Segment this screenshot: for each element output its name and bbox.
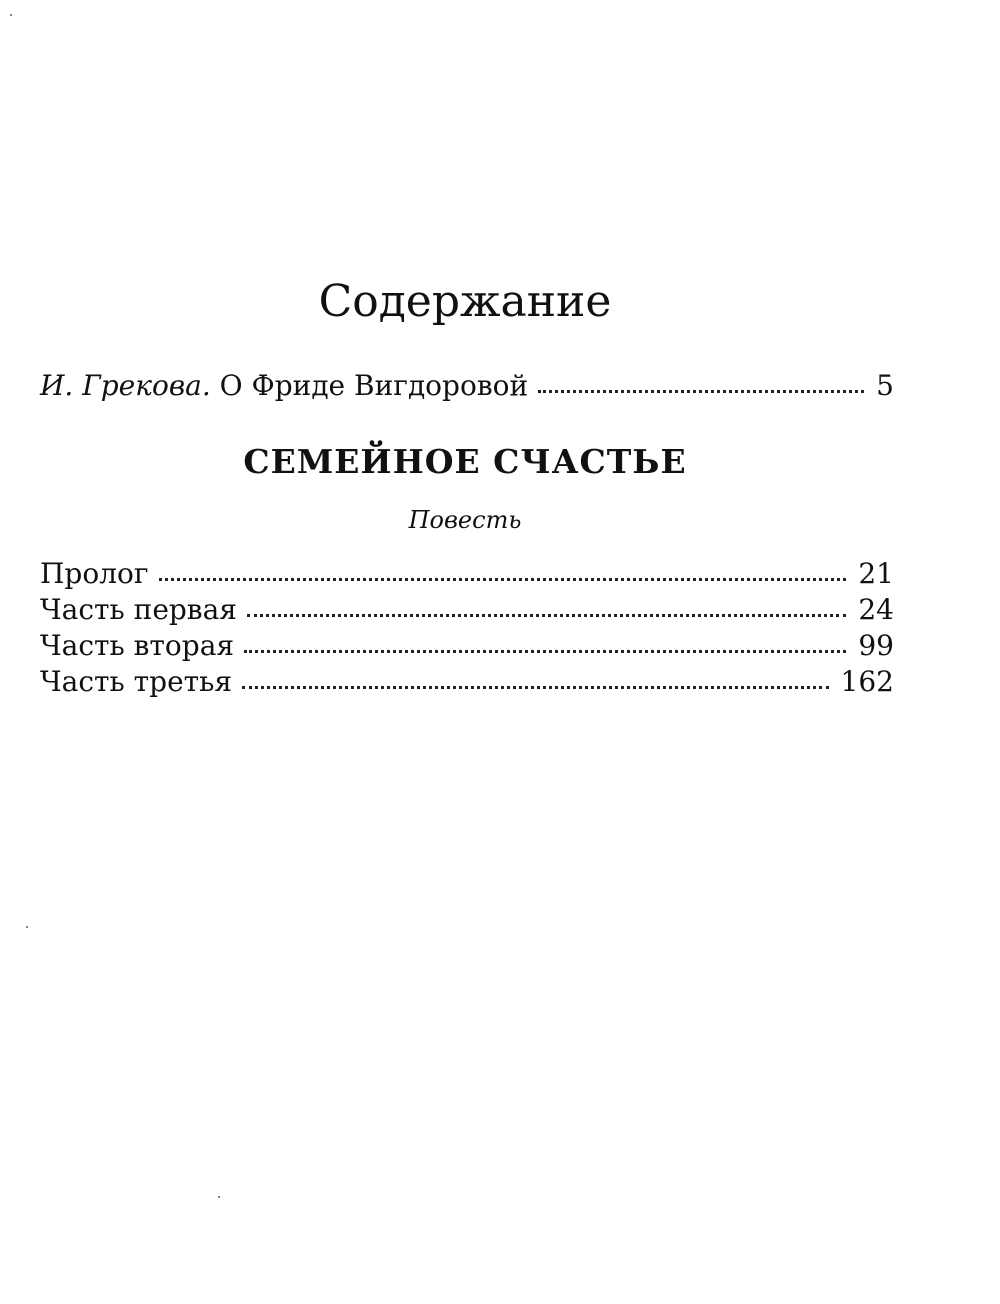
section-subtitle: Повесть <box>408 506 522 534</box>
toc-entry-page: 24 <box>858 593 894 626</box>
print-speck <box>10 14 12 16</box>
toc-entry-page: 99 <box>858 629 894 662</box>
dot-leader <box>159 578 847 581</box>
toc-entry-page: 21 <box>858 557 894 590</box>
toc-entry-page: 5 <box>876 369 894 402</box>
toc-entry-label: Часть третья <box>40 665 233 698</box>
toc-entry-title: О Фриде Вигдоровой <box>210 369 529 402</box>
toc-entry <box>40 664 894 704</box>
toc-entry-intro <box>40 368 894 408</box>
dot-leader <box>244 650 846 653</box>
toc-entry <box>40 556 894 596</box>
toc-entry-label <box>40 368 538 404</box>
toc-entry-label: Пролог <box>40 557 149 590</box>
toc-entry <box>40 592 894 632</box>
toc-entry-page: 162 <box>840 665 894 698</box>
toc-entry <box>40 628 894 668</box>
dot-leader <box>247 614 846 617</box>
toc-entry-label: Часть вторая <box>40 629 235 662</box>
print-speck <box>26 926 28 928</box>
dot-leader <box>538 390 864 393</box>
section-title: СЕМЕЙНОЕ СЧАСТЬЕ <box>243 442 687 481</box>
toc-entry-author: И. Грекова. <box>40 369 211 402</box>
dot-leader <box>242 686 829 689</box>
toc-entry-label: Часть первая <box>40 593 237 626</box>
print-speck <box>218 1196 220 1198</box>
page-title: Содержание <box>318 276 612 327</box>
